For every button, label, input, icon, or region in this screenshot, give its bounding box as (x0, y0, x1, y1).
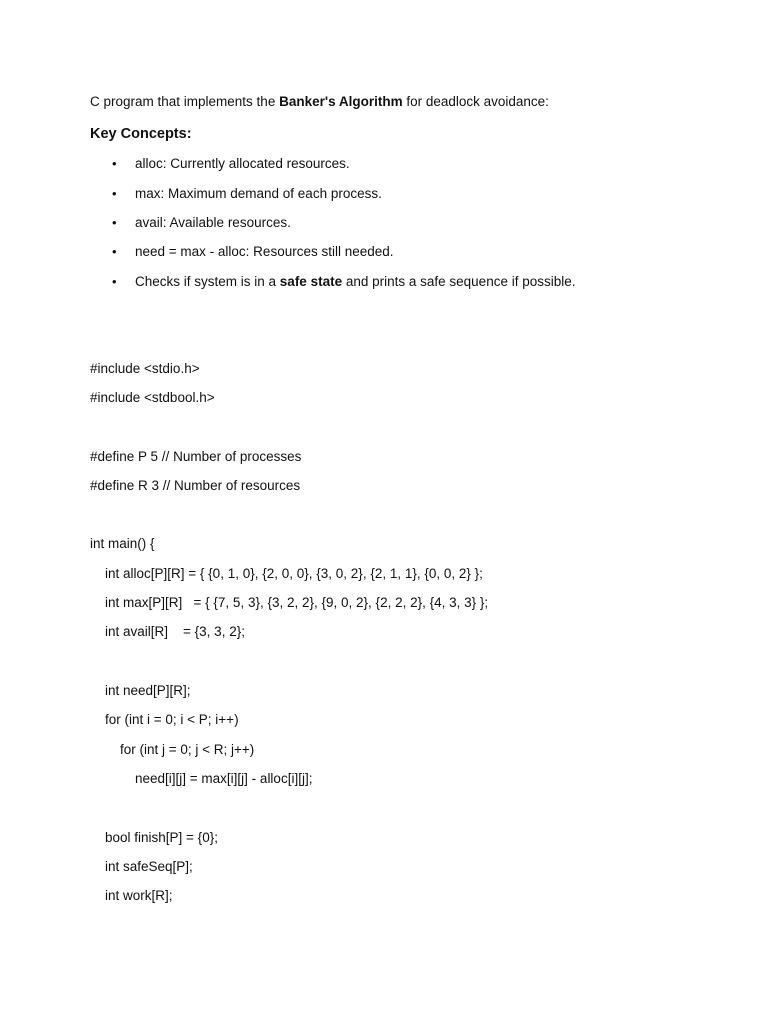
code-line: #define P 5 // Number of processes (90, 449, 302, 464)
code-line: #include <stdbool.h> (90, 390, 215, 405)
code-line: int need[P][R]; (90, 683, 191, 698)
bullet-item-safe-state (135, 273, 576, 291)
bullet-item-need: need = max - alloc: Resources still needed. (135, 244, 394, 259)
code-line: int safeSeq[P]; (90, 859, 193, 874)
code-line: #include <stdio.h> (90, 361, 200, 376)
code-line: #define R 3 // Number of resources (90, 478, 301, 493)
bullet-text-end: and prints a safe sequence if possible. (342, 274, 576, 289)
bullet-dot: • (112, 215, 117, 230)
code-line: for (int j = 0; j < R; j++) (90, 742, 255, 757)
code-line: int alloc[P][R] = { {0, 1, 0}, {2, 0, 0}, {3, 0, 2}, {2, 1, 1}, {0, 0, 2} }; (90, 566, 483, 581)
code-line: bool finish[P] = {0}; (90, 830, 218, 845)
bullet-item-max: max: Maximum demand of each process. (135, 186, 382, 201)
intro-algorithm-name: Banker's Algorithm (279, 94, 403, 109)
bullet-dot: • (112, 274, 117, 289)
bullet-dot: • (112, 244, 117, 259)
code-line: need[i][j] = max[i][j] - alloc[i][j]; (90, 771, 313, 786)
bullet-item-alloc: alloc: Currently allocated resources. (135, 156, 350, 171)
intro-text-end: for deadlock avoidance: (402, 94, 549, 109)
code-line: int max[P][R] = { {7, 5, 3}, {3, 2, 2}, {9, 0, 2}, {2, 2, 2}, {4, 3, 3} }; (90, 595, 489, 610)
bullet-text-start: Checks if system is in a (135, 274, 280, 289)
code-line: int main() { (90, 536, 155, 551)
intro-text-start: C program that implements the (90, 94, 280, 109)
code-line: for (int i = 0; i < P; i++) (90, 712, 239, 727)
code-line: int work[R]; (90, 888, 173, 903)
bullet-item-avail: avail: Available resources. (135, 215, 291, 230)
bullet-dot: • (112, 156, 117, 171)
bullet-dot: • (112, 186, 117, 201)
code-line: int avail[R] = {3, 3, 2}; (90, 624, 245, 639)
intro-paragraph (90, 93, 549, 111)
bullet-safe-state-term: safe state (279, 274, 343, 289)
key-concepts-heading: Key Concepts: (90, 126, 192, 142)
